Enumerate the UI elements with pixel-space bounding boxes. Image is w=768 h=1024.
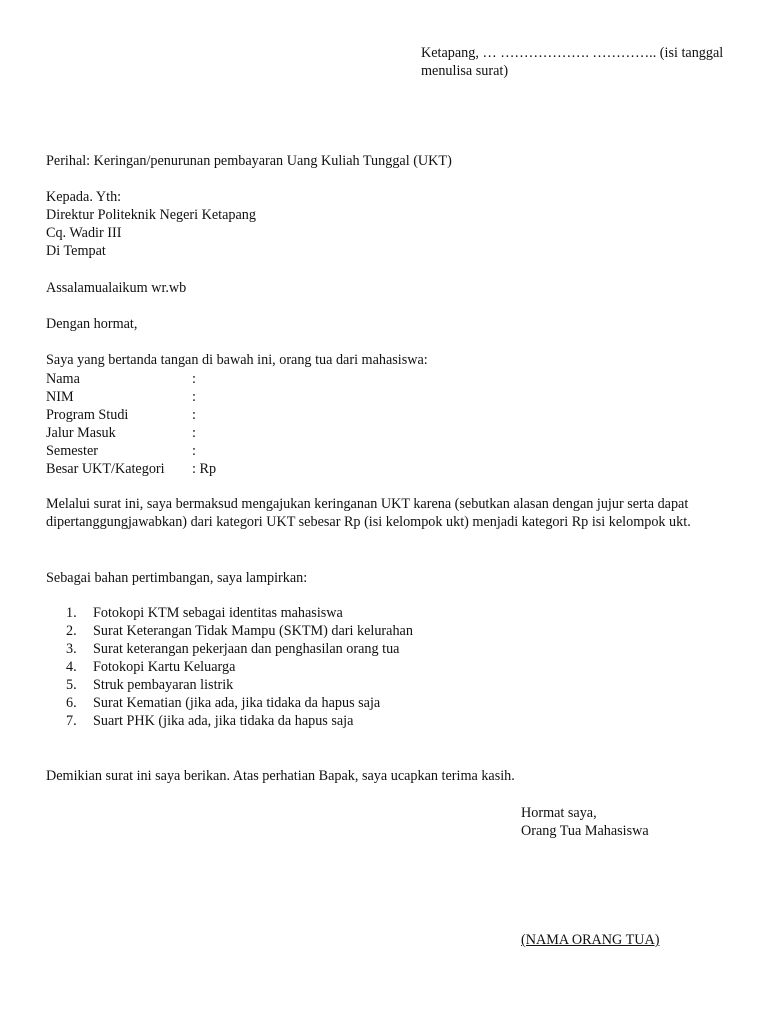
list-number: 2.	[66, 623, 77, 639]
field-row-besar-ukt	[46, 460, 346, 478]
subject-line: Perihal: Keringan/penurunan pembayaran Uang Kuliah Tunggal (UKT)	[46, 153, 452, 169]
recipient-line-1: Kepada. Yth:	[46, 189, 122, 205]
list-text: Surat keterangan pekerjaan dan penghasilan orang tua	[93, 641, 400, 657]
salutation: Assalamualaikum wr.wb	[46, 280, 187, 296]
list-text: Fotokopi Kartu Keluarga	[93, 659, 236, 675]
signature-name: (NAMA ORANG TUA)	[521, 932, 660, 948]
list-text: Surat Keterangan Tidak Mampu (SKTM) dari kelurahan	[93, 623, 413, 639]
list-number: 5.	[66, 677, 77, 693]
list-number: 4.	[66, 659, 77, 675]
field-label: Semester	[46, 443, 99, 459]
list-number: 6.	[66, 695, 77, 711]
list-text: Suart PHK (jika ada, jika tidaka da hapus saja	[93, 713, 354, 729]
recipient-line-4: Di Tempat	[46, 243, 106, 259]
field-label: NIM	[46, 389, 74, 405]
signature-line-2: Orang Tua Mahasiswa	[521, 823, 649, 839]
greeting: Dengan hormat,	[46, 316, 138, 332]
field-value: :	[192, 407, 196, 423]
field-value: :	[192, 425, 196, 441]
field-row-nim	[46, 388, 346, 406]
list-number: 7.	[66, 713, 77, 729]
place-date: Ketapang, … ………………. ………….. (isi tanggal menulisa surat)	[421, 45, 724, 79]
list-text: Surat Kematian (jika ada, jika tidaka da hapus saja	[93, 695, 381, 711]
list-text: Struk pembayaran listrik	[93, 677, 234, 693]
field-value: :	[192, 389, 196, 405]
field-label: Nama	[46, 371, 80, 387]
field-value: : Rp	[192, 461, 217, 477]
field-row-nama	[46, 370, 346, 388]
field-value: :	[192, 443, 196, 459]
intro-line: Saya yang bertanda tangan di bawah ini, orang tua dari mahasiswa:	[46, 352, 428, 368]
list-number: 3.	[66, 641, 77, 657]
field-label: Program Studi	[46, 407, 129, 423]
attachments-intro: Sebagai bahan pertimbangan, saya lampirkan:	[46, 570, 308, 586]
field-row-program-studi	[46, 406, 346, 424]
field-row-jalur-masuk	[46, 424, 346, 442]
recipient-line-2: Direktur Politeknik Negeri Ketapang	[46, 207, 256, 223]
recipient-line-3: Cq. Wadir III	[46, 225, 122, 241]
field-label: Besar UKT/Kategori	[46, 461, 165, 477]
list-text: Fotokopi KTM sebagai identitas mahasiswa	[93, 605, 343, 621]
body-paragraph: Melalui surat ini, saya bermaksud mengajukan keringanan UKT karena (sebutkan alasan dengan jujur serta dapat dipertanggungjawabkan) dari kategori UKT sebesar Rp (isi kelompok ukt) menjadi kategori Rp isi kelompok ukt.	[46, 496, 691, 531]
field-row-semester	[46, 442, 346, 460]
field-label: Jalur Masuk	[46, 425, 116, 441]
closing-line: Demikian surat ini saya berikan. Atas perhatian Bapak, saya ucapkan terima kasih.	[46, 768, 515, 784]
signature-line-1: Hormat saya,	[521, 805, 597, 821]
list-number: 1.	[66, 605, 77, 621]
field-value: :	[192, 371, 196, 387]
